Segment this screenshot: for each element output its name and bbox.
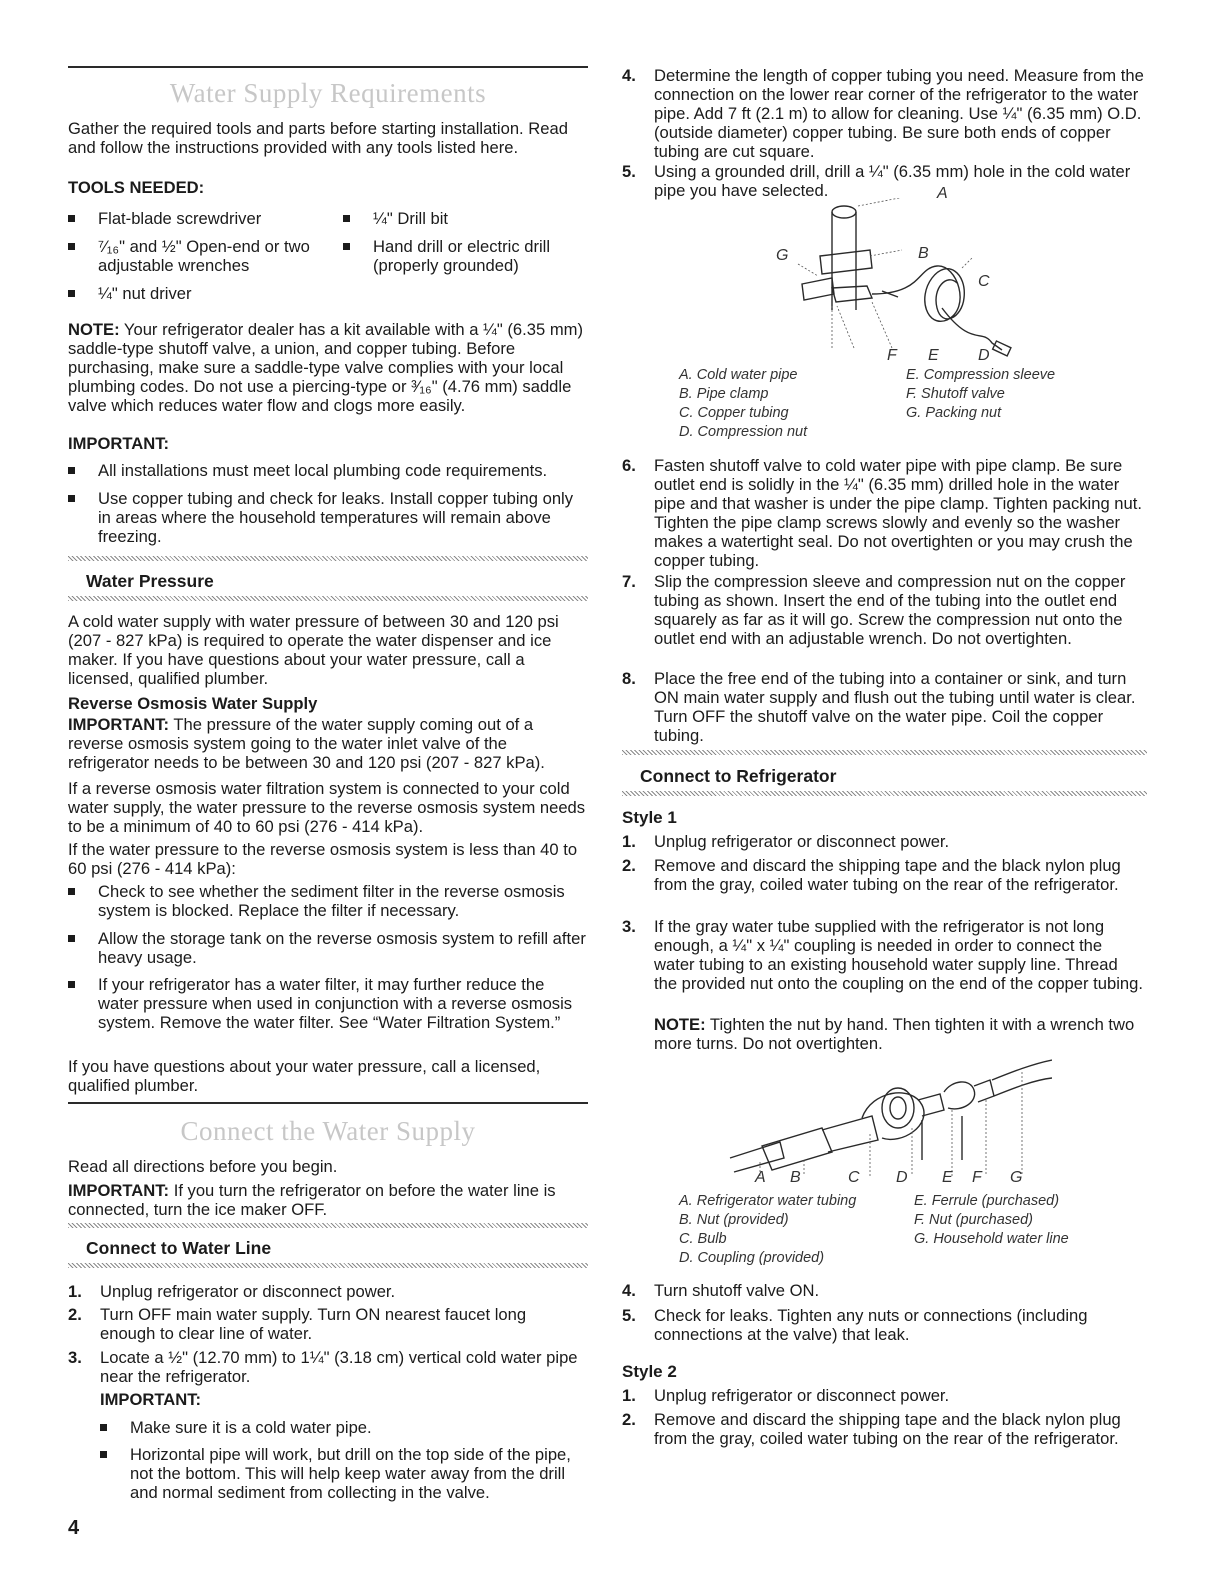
figure1-label-E: E xyxy=(928,347,939,364)
subsection-rule xyxy=(68,1263,588,1268)
figure1-label-G: G xyxy=(776,247,789,264)
water-pressure-closing: If you have questions about your water pressure, call a licensed, qualified plumber. xyxy=(68,1057,541,1095)
section-title-connect-supply: Connect the Water Supply xyxy=(180,1116,476,1146)
style2-heading: Style 2 xyxy=(622,1362,677,1381)
important-heading: IMPORTANT: xyxy=(68,434,170,453)
style1-heading: Style 1 xyxy=(622,808,677,827)
water-pressure-text: A cold water supply with water pressure of between 30 and 120 psi (207 - 827 kPa) is required to operate the water dispenser and ice maker. If you have questions about your water pressure, call a licensed, qualified plumber. xyxy=(68,612,559,688)
figure1-label-A: A xyxy=(937,185,948,202)
coupling-illustration xyxy=(722,1050,1052,1180)
ro-paragraph: If the water pressure to the reverse osmosis system is less than 40 to 60 psi (276 - 414 kPa): xyxy=(68,840,578,878)
figure2-caption-left: A. Refrigerator water tubing B. Nut (provided) C. Bulb D. Coupling (provided) xyxy=(679,1193,857,1266)
figure2-label-E: E xyxy=(942,1169,953,1186)
figure2-label-B: B xyxy=(790,1169,801,1186)
figure2-label-A: A xyxy=(755,1169,766,1186)
figure2-caption-right: E. Ferrule (purchased) F. Nut (purchased) G. Household water line xyxy=(914,1193,1069,1247)
subsection-rule xyxy=(68,1223,588,1228)
ro-important: IMPORTANT: The pressure of the water supply coming out of a reverse osmosis system going to the water inlet valve of the refrigerator needs to be between 30 and 120 psi (207 - 827 kPa). xyxy=(68,715,545,772)
figure1-label-C: C xyxy=(978,273,990,290)
water-supply-intro: Gather the required tools and parts before starting installation. Read and follow the instructions provided with any tools listed here. xyxy=(68,119,568,157)
step3-important: IMPORTANT: xyxy=(100,1390,202,1409)
connect-supply-intro: Read all directions before you begin. xyxy=(68,1157,338,1176)
figure2-label-D: D xyxy=(896,1169,908,1186)
section-rule xyxy=(68,1102,588,1104)
figure1-label-B: B xyxy=(918,245,929,262)
figure2-label-F: F xyxy=(972,1169,982,1186)
page-number: 4 xyxy=(68,1517,80,1539)
kit-note: NOTE: Your refrigerator dealer has a kit available with a ¼" (6.35 mm) saddle-type shutoff valve, a union, and copper tubing. Before purchasing, make sure a saddle-type valve complies with your local plumbing codes. Do not use a piercing-type or ³⁄₁₆" (4.76 mm) saddle valve which reduces water flow and clogs more easily. xyxy=(68,320,583,415)
water-pressure-heading: Water Pressure xyxy=(86,571,214,591)
figure1-label-F: F xyxy=(887,347,897,364)
figure1-caption-right: E. Compression sleeve F. Shutoff valve G. Packing nut xyxy=(906,367,1056,421)
subsection-rule xyxy=(68,556,588,561)
subsection-rule xyxy=(622,791,1147,796)
figure1-label-D: D xyxy=(978,347,990,364)
connect-water-line-heading: Connect to Water Line xyxy=(86,1238,272,1258)
fridge-note: NOTE: Tighten the nut by hand. Then tighten it with a wrench two more turns. Do not overtighten. xyxy=(654,1015,1135,1053)
coupling-diagram xyxy=(722,1050,1052,1180)
tools-heading: TOOLS NEEDED: xyxy=(68,178,205,197)
shutoff-valve-illustration xyxy=(732,198,1052,363)
connect-supply-important: IMPORTANT: If you turn the refrigerator on before the water line is connected, turn the ice maker OFF. xyxy=(68,1181,556,1219)
subsection-rule xyxy=(622,750,1147,755)
section-rule xyxy=(68,66,588,68)
section-title-water-supply: Water Supply Requirements xyxy=(169,78,487,108)
ro-paragraph: If a reverse osmosis water filtration system is connected to your cold water supply, the water pressure to the reverse osmosis system needs to be a minimum of 40 to 60 psi (276 - 414 kPa). xyxy=(68,779,586,836)
ro-heading: Reverse Osmosis Water Supply xyxy=(68,694,318,713)
subsection-rule xyxy=(68,596,588,601)
figure2-label-C: C xyxy=(848,1169,860,1186)
connect-fridge-heading: Connect to Refrigerator xyxy=(640,766,837,786)
shutoff-valve-diagram xyxy=(732,185,1052,364)
figure2-label-G: G xyxy=(1010,1169,1023,1186)
figure1-caption-left: A. Cold water pipe B. Pipe clamp C. Copper tubing D. Compression nut xyxy=(679,367,808,440)
